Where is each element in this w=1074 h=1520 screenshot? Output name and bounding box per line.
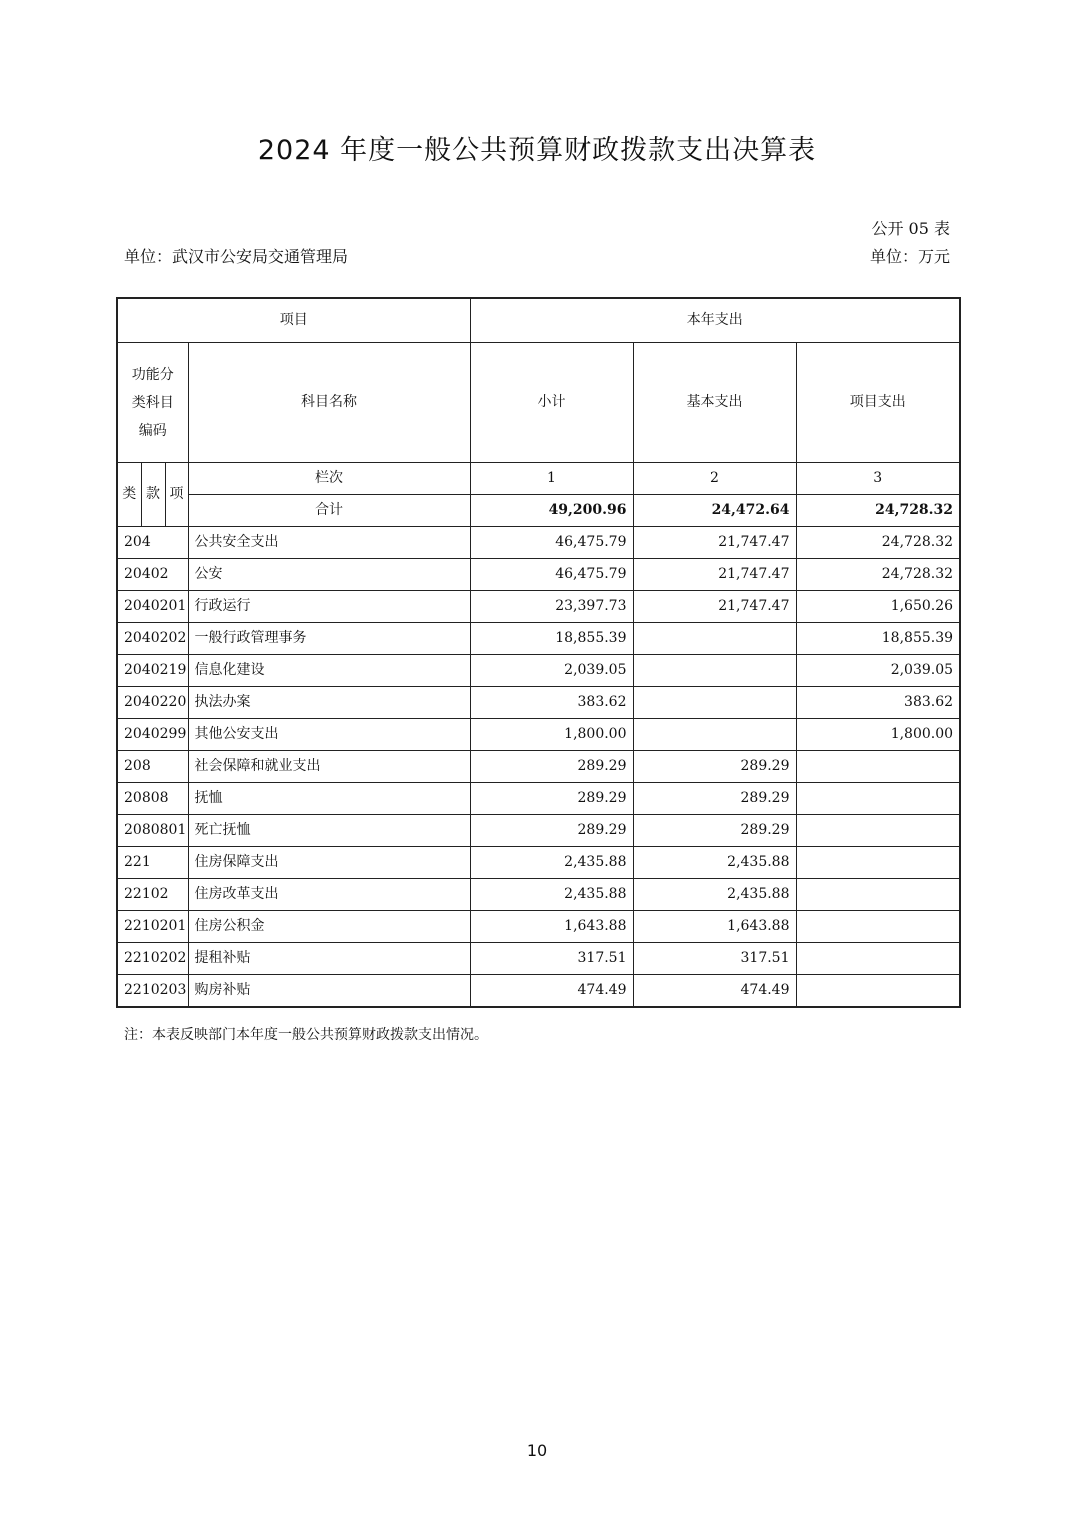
row-subtotal: 289.29	[470, 751, 633, 783]
table-row	[117, 655, 960, 687]
row-subject-name: 公安	[188, 559, 470, 591]
header-row-2	[117, 343, 960, 463]
table-row	[117, 943, 960, 975]
row-subject-name: 住房改革支出	[188, 879, 470, 911]
row-subtotal: 383.62	[470, 687, 633, 719]
table-row	[117, 591, 960, 623]
row-basic: 21,747.47	[633, 559, 796, 591]
row-subtotal: 23,397.73	[470, 591, 633, 623]
row-project	[796, 975, 960, 1008]
row-project	[796, 847, 960, 879]
row-basic: 21,747.47	[633, 527, 796, 559]
header-lei: 类	[117, 463, 141, 527]
row-code: 221	[117, 847, 188, 879]
row-code: 208	[117, 751, 188, 783]
header-xiang: 项	[165, 463, 188, 527]
row-subtotal: 2,435.88	[470, 847, 633, 879]
total-project: 24,728.32	[796, 495, 960, 527]
row-basic	[633, 687, 796, 719]
table-row	[117, 783, 960, 815]
row-subtotal: 46,475.79	[470, 527, 633, 559]
row-subject-name: 死亡抚恤	[188, 815, 470, 847]
row-code: 2210203	[117, 975, 188, 1008]
row-code: 2040202	[117, 623, 188, 655]
row-basic: 317.51	[633, 943, 796, 975]
row-project: 24,728.32	[796, 559, 960, 591]
page-number: 10	[526, 1441, 548, 1460]
row-subtotal: 2,039.05	[470, 655, 633, 687]
row-basic	[633, 719, 796, 751]
row-code: 204	[117, 527, 188, 559]
row-project	[796, 879, 960, 911]
table-row	[117, 751, 960, 783]
form-number: 公开 05 表	[871, 219, 950, 238]
row-subject-name: 公共安全支出	[188, 527, 470, 559]
row-project: 1,650.26	[796, 591, 960, 623]
row-code: 2040201	[117, 591, 188, 623]
total-subtotal: 49,200.96	[470, 495, 633, 527]
total-label: 合计	[188, 495, 470, 527]
row-subtotal: 1,800.00	[470, 719, 633, 751]
table-row	[117, 559, 960, 591]
row-code: 2040219	[117, 655, 188, 687]
header-basic: 基本支出	[633, 343, 796, 463]
row-subtotal: 289.29	[470, 815, 633, 847]
row-subtotal: 289.29	[470, 783, 633, 815]
header-current-year-expense: 本年支出	[470, 298, 960, 343]
row-subject-name: 购房补贴	[188, 975, 470, 1008]
row-code: 22102	[117, 879, 188, 911]
row-subject-name: 住房保障支出	[188, 847, 470, 879]
table-row	[117, 879, 960, 911]
row-subject-name: 其他公安支出	[188, 719, 470, 751]
row-subtotal: 46,475.79	[470, 559, 633, 591]
header-col-2: 2	[633, 463, 796, 495]
row-subject-name: 住房公积金	[188, 911, 470, 943]
row-project: 18,855.39	[796, 623, 960, 655]
header-subtotal: 小计	[470, 343, 633, 463]
row-code: 2080801	[117, 815, 188, 847]
budget-table	[116, 297, 961, 1008]
row-code: 2040220	[117, 687, 188, 719]
table-row	[117, 527, 960, 559]
row-project	[796, 783, 960, 815]
header-project-expense: 项目支出	[796, 343, 960, 463]
organization-unit: 单位：武汉市公安局交通管理局	[124, 247, 349, 266]
page-title: 2024 年度一般公共预算财政拨款支出决算表	[257, 135, 817, 166]
row-project	[796, 751, 960, 783]
header-col-1: 1	[470, 463, 633, 495]
header-column-order: 栏次	[188, 463, 470, 495]
table-row	[117, 719, 960, 751]
row-subject-name: 行政运行	[188, 591, 470, 623]
header-func-code-cell	[117, 343, 188, 463]
table-row	[117, 687, 960, 719]
table-row	[117, 847, 960, 879]
header-col-3: 3	[796, 463, 960, 495]
row-subtotal: 317.51	[470, 943, 633, 975]
row-subject-name: 社会保障和就业支出	[188, 751, 470, 783]
header-func-code: 功能分 类科目 编码	[131, 366, 174, 439]
row-basic: 289.29	[633, 815, 796, 847]
row-project: 24,728.32	[796, 527, 960, 559]
row-basic: 289.29	[633, 751, 796, 783]
table-row	[117, 911, 960, 943]
row-subtotal: 474.49	[470, 975, 633, 1008]
row-project: 1,800.00	[796, 719, 960, 751]
row-basic: 1,643.88	[633, 911, 796, 943]
total-basic: 24,472.64	[633, 495, 796, 527]
row-basic: 2,435.88	[633, 847, 796, 879]
header-kuan: 款	[141, 463, 165, 527]
row-subtotal: 18,855.39	[470, 623, 633, 655]
row-basic: 2,435.88	[633, 879, 796, 911]
row-project	[796, 815, 960, 847]
row-code: 2210201	[117, 911, 188, 943]
money-unit: 单位：万元	[869, 247, 950, 266]
total-row	[117, 495, 960, 527]
row-code: 20808	[117, 783, 188, 815]
row-basic: 474.49	[633, 975, 796, 1008]
row-subject-name: 执法办案	[188, 687, 470, 719]
row-basic	[633, 655, 796, 687]
row-code: 2040299	[117, 719, 188, 751]
row-basic: 289.29	[633, 783, 796, 815]
table-row	[117, 623, 960, 655]
row-project: 2,039.05	[796, 655, 960, 687]
header-row-3	[117, 463, 960, 495]
row-code: 20402	[117, 559, 188, 591]
row-subject-name: 一般行政管理事务	[188, 623, 470, 655]
table-note: 注：本表反映部门本年度一般公共预算财政拨款支出情况。	[124, 1027, 488, 1043]
row-subject-name: 提租补贴	[188, 943, 470, 975]
row-subtotal: 1,643.88	[470, 911, 633, 943]
row-basic	[633, 623, 796, 655]
row-project	[796, 911, 960, 943]
row-subtotal: 2,435.88	[470, 879, 633, 911]
row-code: 2210202	[117, 943, 188, 975]
row-project: 383.62	[796, 687, 960, 719]
header-row-1	[117, 298, 960, 343]
table-row	[117, 815, 960, 847]
table-row	[117, 975, 960, 1008]
header-subject-name: 科目名称	[188, 343, 470, 463]
row-basic: 21,747.47	[633, 591, 796, 623]
row-subject-name: 抚恤	[188, 783, 470, 815]
row-project	[796, 943, 960, 975]
row-subject-name: 信息化建设	[188, 655, 470, 687]
header-project: 项目	[117, 298, 470, 343]
